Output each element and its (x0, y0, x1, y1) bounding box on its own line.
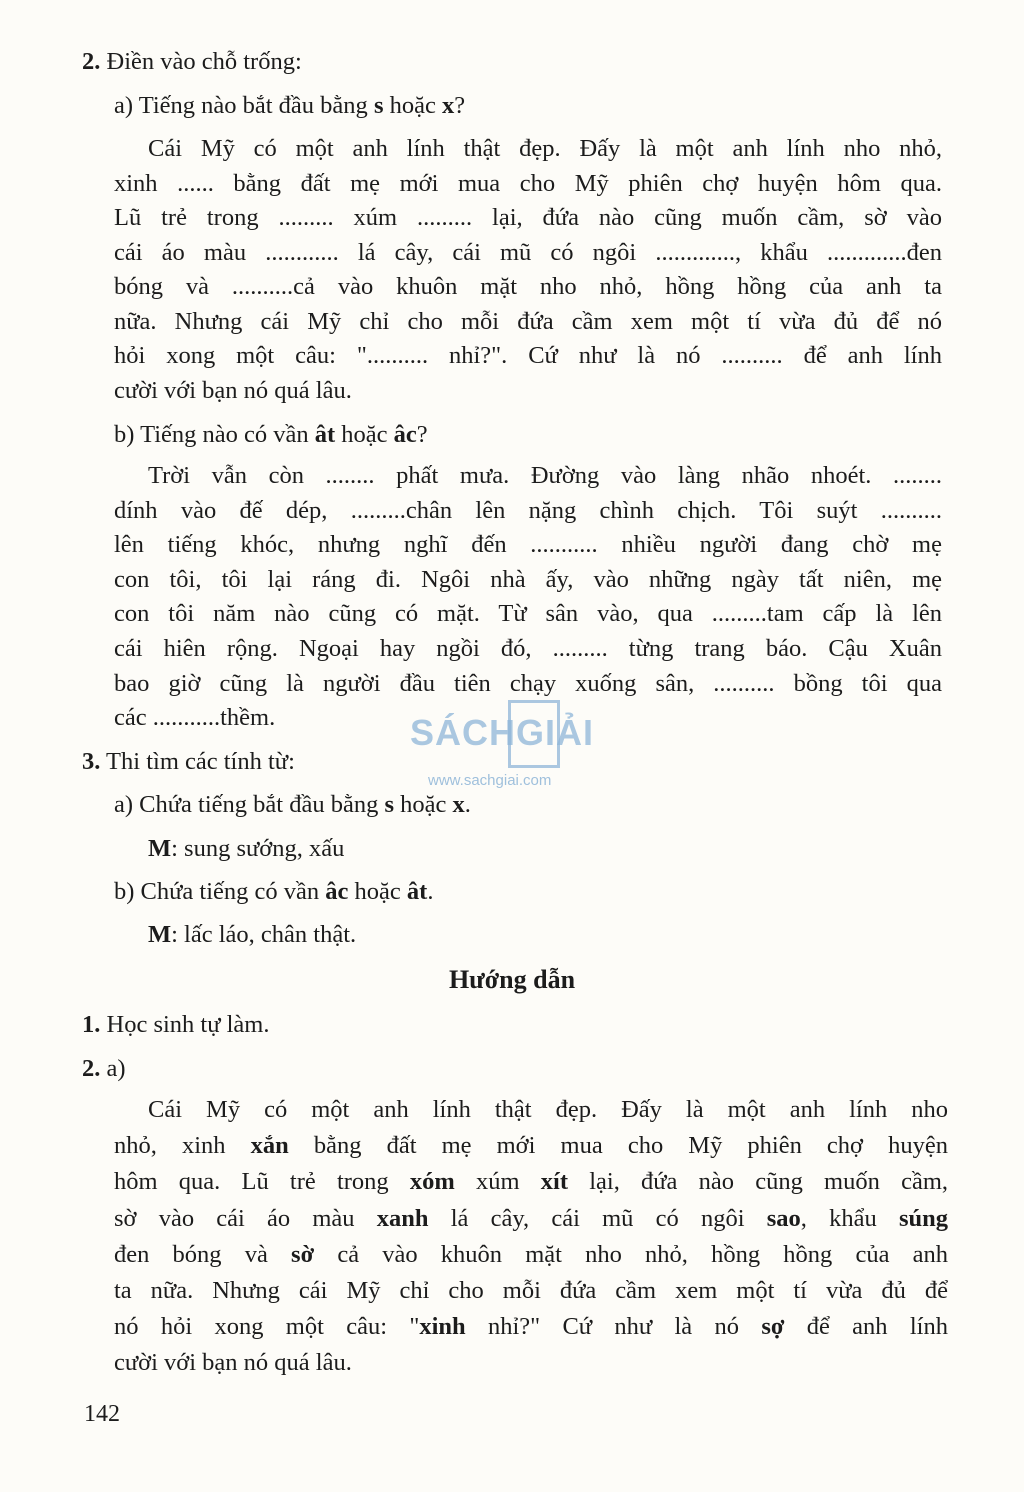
text-span: nhỉ?" Cứ như là nó (465, 1313, 762, 1340)
text-span: b) Chứa tiếng có vần (114, 878, 326, 905)
bold-text: âc (393, 421, 417, 448)
text-span: lên tiếng khóc, nhưng nghĩ đến ........... nhiều người đang chờ mẹ (114, 531, 942, 558)
text-line (114, 598, 942, 630)
text-span: hỏi xong một câu: ".......... nhỉ?". Cứ như là nó .......... để anh lính (114, 342, 942, 369)
text-span: xúm (454, 1168, 541, 1195)
bold-text: sợ (761, 1313, 785, 1340)
text-line (114, 633, 942, 665)
text-line (114, 564, 942, 596)
text-line (114, 495, 942, 527)
bold-text: sờ (291, 1241, 315, 1268)
bold-text: xít (540, 1168, 568, 1195)
text-span: Thi tìm các tính từ: (100, 748, 295, 775)
text-span: ta nữa. Nhưng cái Mỹ chỉ cho mỗi đứa cầm xem một tí vừa đủ để (114, 1277, 948, 1304)
bold-text: 1. (82, 1011, 101, 1038)
bold-text: sao (766, 1205, 801, 1232)
bold-text: ât (314, 421, 336, 448)
watermark-text: SÁCHGIẢI (410, 712, 595, 753)
bold-text: xanh (376, 1205, 429, 1232)
text-span: Cái Mỹ có một anh lính thật đẹp. Đấy là một anh lính nho nhỏ, (148, 135, 942, 162)
watermark (410, 690, 620, 800)
section-heading: Hướng dẫn (448, 965, 576, 994)
bold-text: x (452, 791, 465, 818)
text-span: b) Tiếng nào có vần (114, 421, 315, 448)
text-span: cái hiên rộng. Ngoại hay ngồi đó, ......... từng trang báo. Cậu Xuân (114, 635, 942, 662)
text-span: cười với bạn nó quá lâu. (114, 1349, 352, 1376)
text-span: con tôi năm nào cũng có mặt. Từ sân vào, qua .........tam cấp là lên (114, 600, 942, 627)
text-line (114, 789, 471, 821)
text-line (148, 460, 942, 492)
text-span: a) (100, 1055, 126, 1082)
text-line (114, 271, 942, 303)
text-span: lại, đứa nào cũng muốn cầm, (568, 1168, 948, 1195)
text-span: bóng và ..........cả vào khuôn mặt nho nhỏ, hồng hồng của anh ta (114, 273, 942, 300)
text-line (114, 306, 942, 338)
bold-text: M (148, 921, 172, 948)
text-span: cả vào khuôn mặt nho nhỏ, hồng hồng của anh (314, 1241, 949, 1268)
text-span: ? (454, 92, 466, 119)
text-line (114, 1275, 948, 1307)
bold-text: ât (406, 878, 428, 905)
bold-text: xắn (250, 1132, 289, 1159)
watermark-url: www.sachgiai.com (428, 772, 552, 789)
bold-text: x (441, 92, 455, 119)
text-line (114, 1130, 948, 1162)
text-span: . (464, 791, 471, 818)
bold-text: xóm (409, 1168, 455, 1195)
bold-text: 2. (82, 1055, 101, 1082)
text-span: Điền vào chỗ trống: (100, 48, 302, 75)
text-line (114, 1166, 948, 1198)
bold-text: s (384, 791, 394, 818)
text-span: xinh ...... bằng đất mẹ mới mua cho Mỹ phiên chợ huyện hôm qua. (114, 170, 942, 197)
bold-text: 3. (82, 748, 101, 775)
text-span: cái áo màu ............ lá cây, cái mũ có ngôi ............., khẩu .............đen (114, 239, 942, 266)
text-span: a) Tiếng nào bắt đầu bằng (114, 92, 374, 119)
text-line (114, 168, 942, 200)
text-span: nó hỏi xong một câu: " (114, 1313, 420, 1340)
text-span: hoặc (383, 92, 442, 119)
text-span: Trời vẫn còn ........ phất mưa. Đường vào làng nhão nhoét. ........ (148, 462, 942, 489)
bold-text: súng (898, 1205, 948, 1232)
text-span: hoặc (348, 878, 407, 905)
text-span: bằng đất mẹ mới mua cho Mỹ phiên chợ huyện (288, 1132, 948, 1159)
text-span: : lấc láo, chân thật. (171, 921, 357, 948)
text-line (114, 375, 352, 407)
text-line (82, 46, 302, 78)
text-line (114, 668, 942, 700)
text-line (114, 237, 942, 269)
text-span: Cái Mỹ có một anh lính thật đẹp. Đấy là một anh lính nho (148, 1096, 948, 1123)
text-line (114, 202, 942, 234)
bold-text: M (148, 835, 172, 862)
text-line (114, 1239, 948, 1271)
text-line (114, 529, 942, 561)
text-line (114, 1203, 948, 1235)
text-span: nữa. Nhưng cái Mỹ chỉ cho mỗi đứa cầm xem một tí vừa đủ để nó (114, 308, 942, 335)
text-span: nhỏ, xinh (114, 1132, 251, 1159)
text-line (114, 340, 942, 372)
text-span: a) Chứa tiếng bắt đầu bằng (114, 791, 385, 818)
bold-text: s (373, 92, 384, 119)
text-span: hoặc (394, 791, 453, 818)
text-span: con tôi, tôi lại ráng đi. Ngôi nhà ấy, vào những ngày tất niên, mẹ (114, 566, 942, 593)
text-span: . (427, 878, 434, 905)
text-line (114, 1347, 352, 1379)
text-line (114, 876, 433, 908)
text-line (114, 419, 428, 451)
bold-text: xinh (419, 1313, 466, 1340)
text-line (114, 90, 465, 122)
text-span: : sung sướng, xấu (171, 835, 345, 862)
page-number: 142 (84, 1401, 120, 1427)
text-line (114, 1311, 948, 1343)
text-line (148, 1094, 948, 1126)
text-span: dính vào đế dép, .........chân lên nặng chình chịch. Tôi suýt .......... (114, 497, 942, 524)
text-line (148, 919, 356, 951)
text-span: các ...........thềm. (114, 704, 276, 731)
text-line (148, 133, 942, 165)
text-span: để anh lính (784, 1313, 948, 1340)
text-line (82, 746, 295, 778)
text-span: hoặc (335, 421, 394, 448)
text-span: đen bóng và (114, 1241, 292, 1268)
text-span: cười với bạn nó quá lâu. (114, 377, 352, 404)
text-line (114, 702, 275, 734)
text-span: hôm qua. Lũ trẻ trong (114, 1168, 410, 1195)
text-span: lá cây, cái mũ có ngôi (428, 1205, 767, 1232)
text-span: ? (416, 421, 428, 448)
text-line (82, 1053, 126, 1085)
text-span: sờ vào cái áo màu (114, 1205, 377, 1232)
bold-text: 2. (82, 48, 101, 75)
text-span: bao giờ cũng là người đầu tiên chạy xuống sân, .......... bồng tôi qua (114, 670, 942, 697)
text-span: Học sinh tự làm. (100, 1011, 270, 1038)
text-span: , khẩu (800, 1205, 899, 1232)
watermark-logo-box (508, 700, 560, 768)
text-line (148, 833, 344, 865)
text-span: Lũ trẻ trong ......... xúm ......... lại, đứa nào cũng muốn cầm, sờ vào (114, 204, 942, 231)
text-line (82, 1009, 269, 1041)
bold-text: âc (325, 878, 349, 905)
